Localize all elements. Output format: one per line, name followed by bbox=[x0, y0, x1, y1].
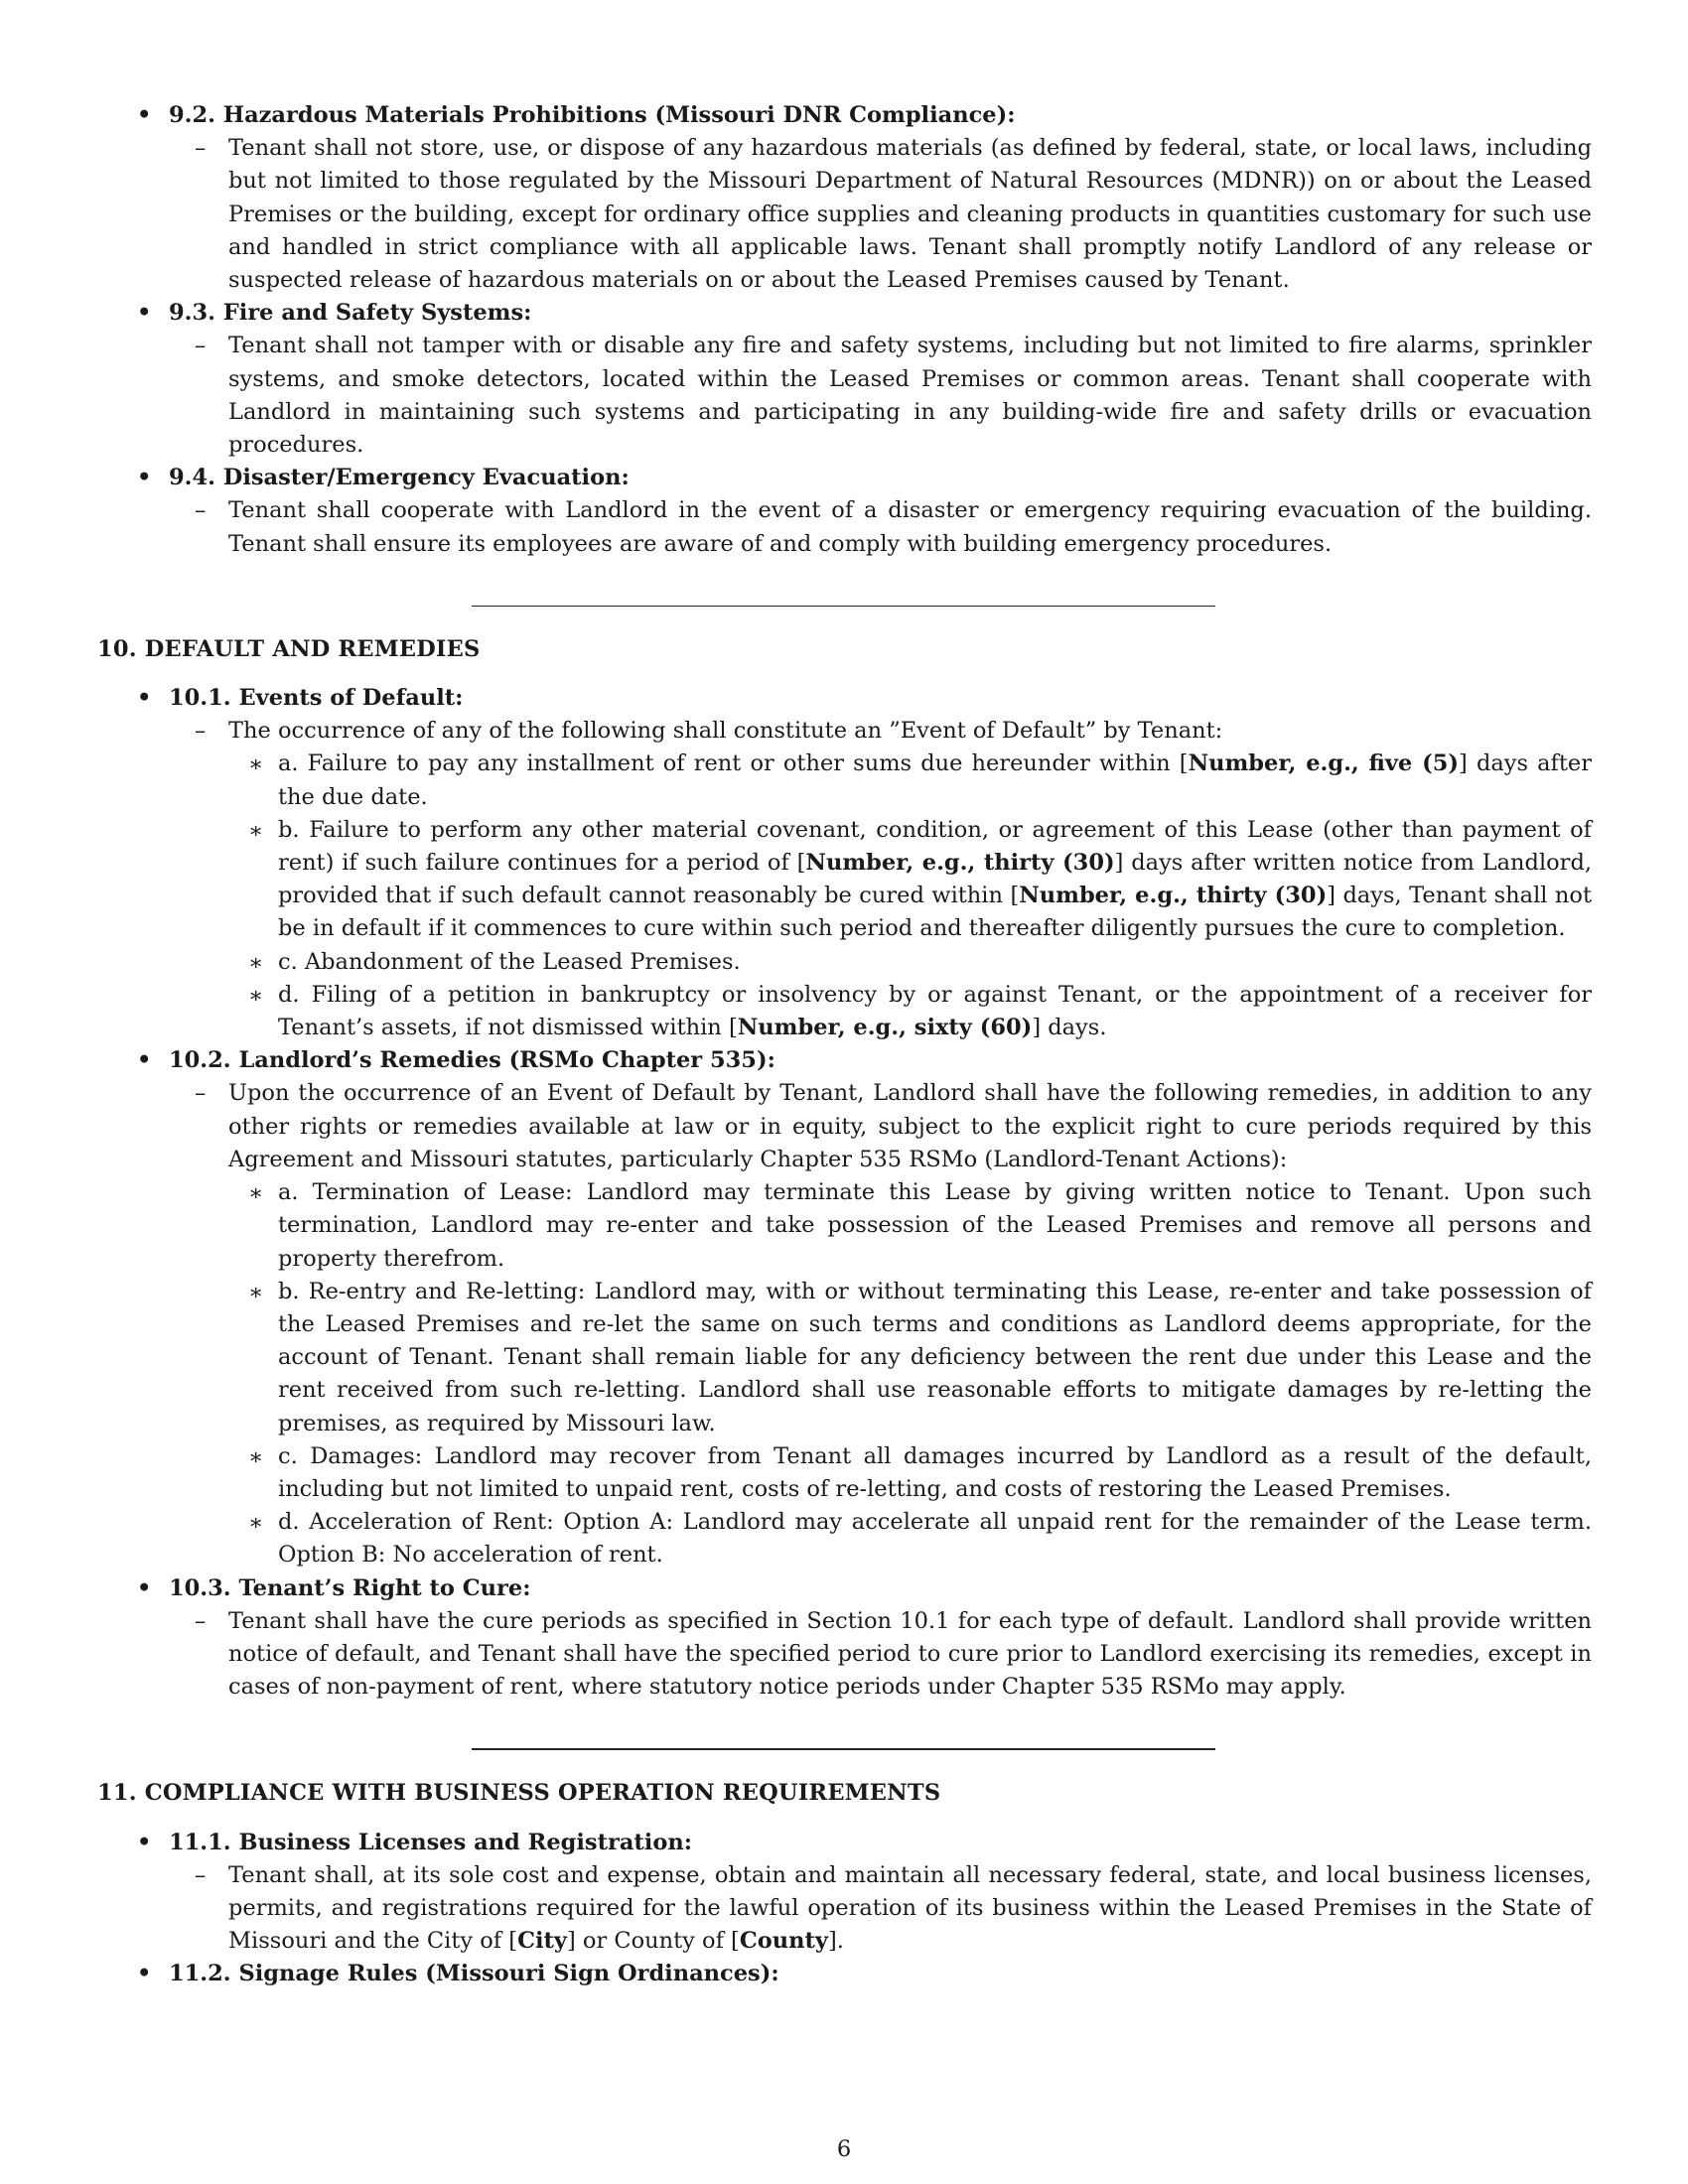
clause-title: 10.3. Tenant’s Right to Cure: bbox=[169, 1574, 531, 1601]
clause-text: Tenant shall not tamper with or disable any fire and safety systems, including but not limited to fire alarms, sprinkler systems, and smoke detectors, located within the Leased Premises or common areas. Tenant shall cooperate with Landlord in maintaining such systems and participating in any building-wide fire and safety drills or evacuation procedures. bbox=[228, 333, 1592, 459]
placeholder-field: Number, e.g., five (5) bbox=[1188, 751, 1460, 777]
bullet-marker: • bbox=[137, 300, 152, 327]
star-marker: ∗ bbox=[248, 1510, 264, 1537]
clause-9-4 bbox=[97, 462, 1592, 561]
item-text: b. Re-entry and Re-letting: Landlord may, with or without terminating this Lease, re-enter and take possession of the Leased Premises and re-let the same on such terms and conditions as Landlord deems appropriate, for the account of Tenant. Tenant shall remain liable for any deficiency between the rent due under this Lease and the rent received from such re-letting. Landlord shall use reasonable efforts to mitigate damages by re-letting the premises, as required by Missouri law. bbox=[278, 1278, 1592, 1436]
clause-10-3 bbox=[97, 1572, 1592, 1705]
star-marker: ∗ bbox=[248, 949, 264, 976]
item-text: a. Termination of Lease: Landlord may terminate this Lease by giving written notice to Tenant. Upon such termination, Landlord may re-enter and take possession of the Leased Premises and remove all persons and property therefrom. bbox=[278, 1179, 1592, 1272]
star-marker: ∗ bbox=[248, 817, 264, 844]
clause-11-1 bbox=[97, 1827, 1592, 1959]
bullet-marker: • bbox=[137, 1047, 152, 1074]
clause-10-1 bbox=[97, 682, 1592, 1044]
clause-text: Tenant shall cooperate with Landlord in the event of a disaster or emergency requiring evacuation of the building. Tenant shall ensure its employees are aware of and comply with building emergency procedures. bbox=[228, 497, 1592, 557]
placeholder-field: Number, e.g., sixty (60) bbox=[737, 1015, 1033, 1041]
item-text: ] days after the due date. bbox=[278, 751, 1592, 810]
bullet-marker: • bbox=[137, 1961, 152, 1987]
placeholder-field: County bbox=[739, 1928, 828, 1955]
clause-title: 9.4. Disaster/Emergency Evacuation: bbox=[169, 465, 630, 491]
clause-text: The occurrence of any of the following shall constitute an ”Event of Default” by Tenant: bbox=[228, 718, 1223, 745]
bullet-marker: • bbox=[137, 1574, 152, 1601]
clause-title: 10.2. Landlord’s Remedies (RSMo Chapter 535): bbox=[169, 1047, 775, 1074]
bullet-marker: • bbox=[137, 685, 152, 712]
dash-marker: – bbox=[195, 135, 207, 162]
item-text: ] days after written notice from Landlord, provided that if such default cannot reasonably be cured within [ bbox=[278, 850, 1592, 909]
sub-item-a bbox=[169, 1176, 1592, 1276]
clause-body bbox=[169, 1605, 1592, 1705]
clause-body bbox=[169, 494, 1592, 560]
bullet-marker: • bbox=[137, 465, 152, 491]
section-heading-10: 10. DEFAULT AND REMEDIES bbox=[97, 635, 481, 662]
clause-title: 11.1. Business Licenses and Registration: bbox=[169, 1829, 693, 1855]
clause-title: 9.2. Hazardous Materials Prohibitions (Missouri DNR Compliance): bbox=[169, 102, 1016, 128]
clause-text: ]. bbox=[827, 1928, 844, 1955]
star-marker: ∗ bbox=[248, 982, 264, 1009]
item-text: c. Abandonment of the Leased Premises. bbox=[278, 948, 741, 975]
item-text: ] days, Tenant shall not be in default if it commences to cure within such period and thereafter diligently pursues the cure to completion. bbox=[278, 883, 1592, 942]
sub-item-c bbox=[169, 1440, 1592, 1506]
clause-body bbox=[169, 1859, 1592, 1959]
item-text: b. Failure to perform any other material covenant, condition, or agreement of this Lease (other than payment of rent) if such failure continues for a period of [ bbox=[278, 816, 1592, 877]
clause-body bbox=[169, 715, 1592, 748]
sub-item-c bbox=[169, 946, 1592, 979]
dash-marker: – bbox=[195, 333, 207, 359]
dash-marker: – bbox=[195, 1861, 207, 1888]
star-marker: ∗ bbox=[248, 751, 264, 778]
dash-marker: – bbox=[195, 718, 207, 745]
clause-text: Tenant shall have the cure periods as specified in Section 10.1 for each type of default. Landlord shall provide written notice of default, and Tenant shall have the specified period to cure prior to Landlord exercising its remedies, except in cases of non-payment of rent, where statutory notice periods under Chapter 535 RSMo may apply. bbox=[228, 1607, 1592, 1701]
clause-body bbox=[169, 330, 1592, 462]
section-divider bbox=[472, 1748, 1215, 1750]
sub-item-b bbox=[169, 1276, 1592, 1440]
bullet-marker: • bbox=[137, 102, 152, 128]
clause-body bbox=[169, 1077, 1592, 1176]
sub-item-b bbox=[169, 814, 1592, 946]
item-text: d. Filing of a petition in bankruptcy or insolvency by or against Tenant, or the appointment of a receiver for Tenant’s assets, if not dismissed within [ bbox=[278, 981, 1592, 1041]
clause-title: 11.2. Signage Rules (Missouri Sign Ordinances): bbox=[169, 1961, 779, 1987]
clause-9-2 bbox=[97, 99, 1592, 297]
bullet-marker: • bbox=[137, 1829, 152, 1855]
item-text: d. Acceleration of Rent: Option A: Landlord may accelerate all unpaid rent for the remainder of the Lease term. Option B: No acceleration of rent. bbox=[278, 1509, 1592, 1569]
page-content bbox=[97, 99, 1592, 1991]
star-marker: ∗ bbox=[248, 1180, 264, 1207]
clause-body bbox=[169, 132, 1592, 297]
section-heading-11: 11. COMPLIANCE WITH BUSINESS OPERATION REQUIREMENTS bbox=[97, 1780, 941, 1807]
page-number: 6 bbox=[836, 2136, 852, 2162]
dash-marker: – bbox=[195, 1607, 207, 1634]
section-divider bbox=[472, 606, 1215, 607]
clause-text: Tenant shall not store, use, or dispose of any hazardous materials (as defined by federal, state, or local laws, including but not limited to those regulated by the Missouri Department of Natural Resources (MDNR)) on or about the Leased Premises or the building, except for ordinary office supplies and cleaning products in quantities customary for such use and handled in strict compliance with all applicable laws. Tenant shall promptly notify Landlord of any release or suspected release of hazardous materials on or about the Leased Premises caused by Tenant. bbox=[228, 135, 1592, 294]
sub-item-a bbox=[169, 748, 1592, 813]
placeholder-field: City bbox=[517, 1928, 567, 1955]
sub-item-d bbox=[169, 1506, 1592, 1571]
item-text: a. Failure to pay any installment of rent or other sums due hereunder within [ bbox=[278, 751, 1189, 777]
dash-marker: – bbox=[195, 1080, 207, 1107]
clause-text: Tenant shall, at its sole cost and expense, obtain and maintain all necessary federal, state, and local business licenses, permits, and registrations required for the lawful operation of its business within the Leased Premises in the State of Missouri and the City of [ bbox=[228, 1861, 1592, 1955]
clause-9-3 bbox=[97, 297, 1592, 462]
sub-item-d bbox=[169, 979, 1592, 1044]
dash-marker: – bbox=[195, 497, 207, 524]
clause-text: ] or County of [ bbox=[566, 1928, 740, 1955]
placeholder-field: Number, e.g., thirty (30) bbox=[805, 850, 1115, 877]
star-marker: ∗ bbox=[248, 1443, 264, 1470]
clause-title: 10.1. Events of Default: bbox=[169, 685, 464, 712]
star-marker: ∗ bbox=[248, 1279, 264, 1305]
clause-title: 9.3. Fire and Safety Systems: bbox=[169, 300, 532, 327]
clause-11-2 bbox=[97, 1958, 1592, 1990]
item-text: c. Damages: Landlord may recover from Tenant all damages incurred by Landlord as a result of the default, including but not limited to unpaid rent, costs of re-letting, and costs of restoring the Leased Premises. bbox=[278, 1442, 1592, 1502]
clause-text: Upon the occurrence of an Event of Default by Tenant, Landlord shall have the following remedies, in addition to any other rights or remedies available at law or in equity, subject to the explicit right to cure periods required by this Agreement and Missouri statutes, particularly Chapter 535 RSMo (Landlord-Tenant Actions): bbox=[228, 1080, 1592, 1172]
placeholder-field: Number, e.g., thirty (30) bbox=[1019, 883, 1328, 909]
clause-10-2 bbox=[97, 1044, 1592, 1571]
item-text: ] days. bbox=[1032, 1015, 1107, 1041]
